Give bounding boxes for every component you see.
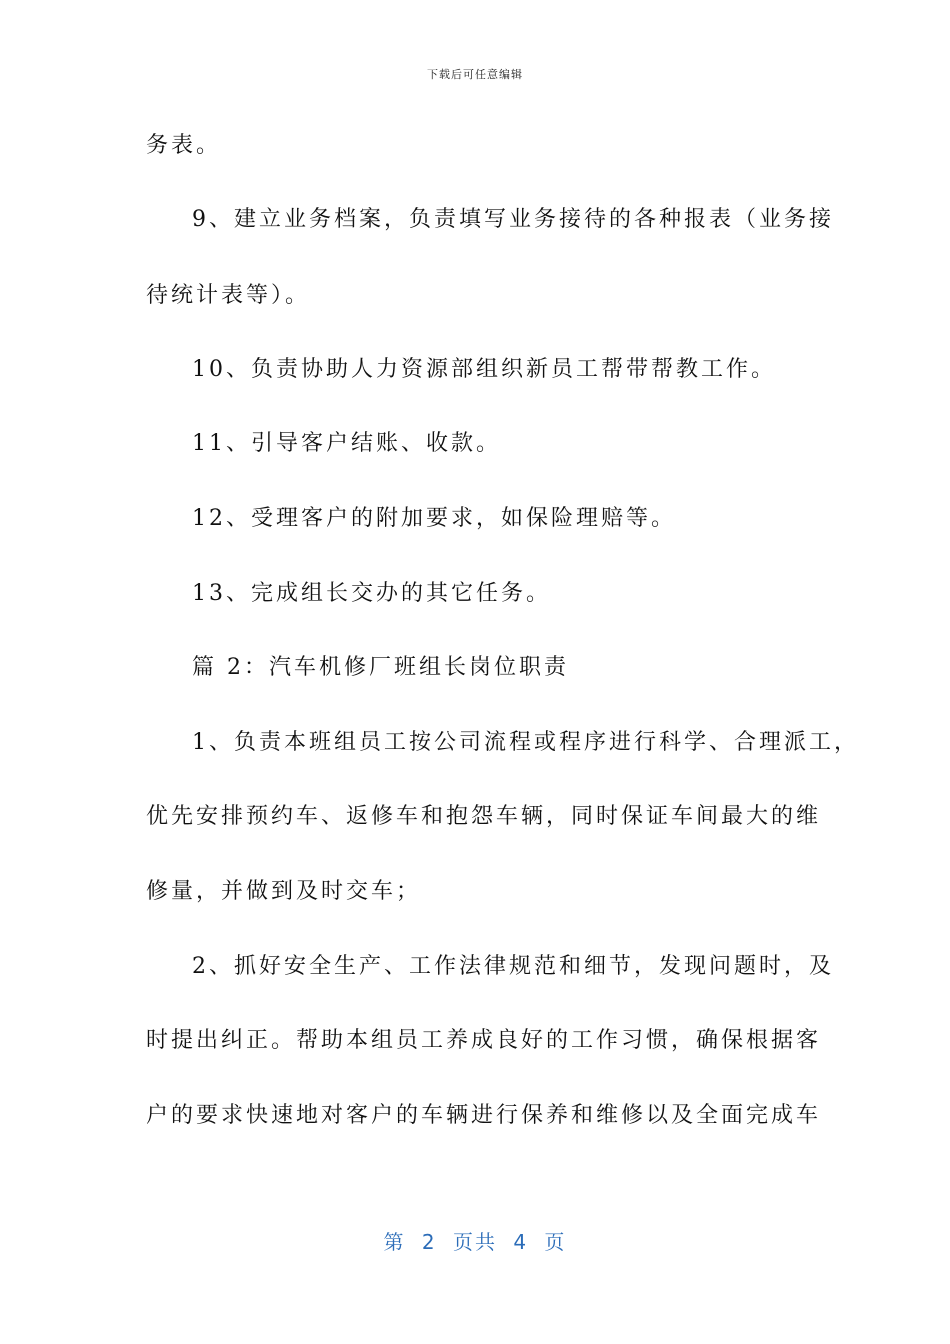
text-line-13: 户的要求快速地对客户的车辆进行保养和维修以及全面完成车 (146, 1103, 822, 1128)
text-line-7: 13、完成组长交办的其它任务。 (192, 581, 551, 606)
text-line-12: 时提出纠正。帮助本组员工养成良好的工作习惯，确保根据客 (146, 1028, 822, 1053)
text-line-6: 12、受理客户的附加要求，如保险理赔等。 (192, 506, 676, 531)
text-line-2: 9、建立业务档案，负责填写业务接待的各种报表（业务接 (192, 207, 834, 232)
text-line-5: 11、引导客户结账、收款。 (192, 431, 501, 456)
text-line-9: 优先安排预约车、返修车和抱怨车辆，同时保证车间最大的维 (146, 804, 822, 829)
section-heading: 篇 2：汽车机修厂班组长岗位职责 (192, 655, 569, 680)
text-line-11: 2、抓好安全生产、工作法律规范和细节，发现问题时，及 (192, 954, 834, 979)
page-footer: 第 2 页共 4 页 (383, 1230, 567, 1254)
text-line-3: 待统计表等）。 (146, 283, 311, 308)
page-header: 下载后可任意编辑 (427, 68, 523, 81)
text-line-1: 务表。 (146, 133, 222, 158)
text-line-10: 修量，并做到及时交车； (146, 879, 422, 904)
text-line-4: 10、负责协助人力资源部组织新员工帮带帮教工作。 (192, 357, 776, 382)
text-line-8: 1、负责本班组员工按公司流程或程序进行科学、合理派工， (192, 730, 859, 755)
